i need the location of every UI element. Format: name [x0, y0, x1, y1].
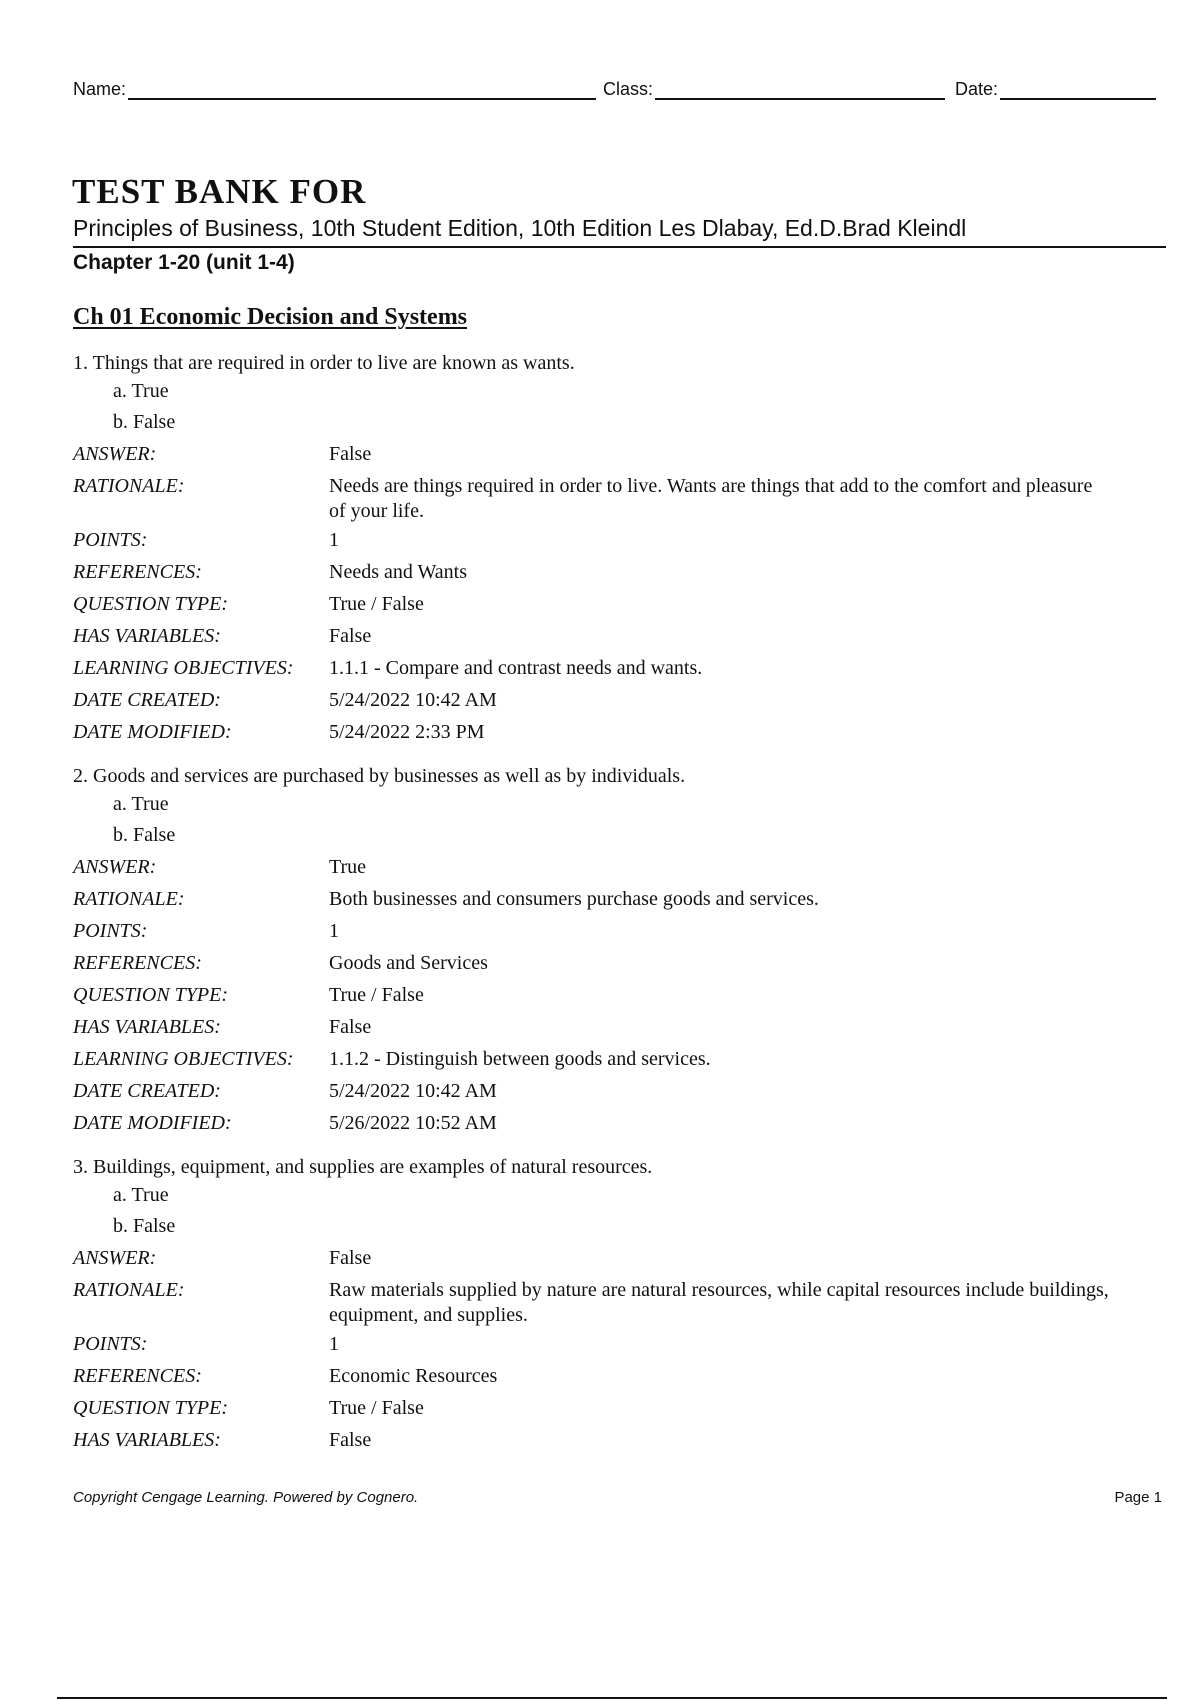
metadata-row: [73, 1107, 1113, 1139]
date-label: Date:: [955, 79, 999, 99]
metadata-key: LEARNING OBJECTIVES:: [73, 657, 294, 679]
answer-choice: a. True: [113, 793, 169, 815]
bottom-divider: [57, 1697, 1167, 1699]
metadata-row: [73, 851, 1113, 883]
metadata-value: Goods and Services: [329, 952, 488, 974]
metadata-key: HAS VARIABLES:: [73, 625, 221, 647]
name-blank-line[interactable]: [128, 72, 596, 100]
metadata-row: [73, 556, 1113, 588]
metadata-key: LEARNING OBJECTIVES:: [73, 1048, 294, 1070]
metadata-key: ANSWER:: [73, 443, 157, 465]
answer-choice: a. True: [113, 380, 169, 402]
metadata-value: Both businesses and consumers purchase goods and services.: [329, 888, 819, 910]
metadata-row: [73, 438, 1113, 470]
answer-choice: a. True: [113, 1184, 169, 1206]
metadata-row: [73, 588, 1113, 620]
metadata-row: [73, 947, 1113, 979]
metadata-key: RATIONALE:: [73, 1279, 185, 1301]
metadata-row: [73, 883, 1113, 915]
metadata-value: Raw materials supplied by nature are natural resources, while capital resources include buildings, equipment, and supplies.: [329, 1279, 1109, 1326]
metadata-row: [73, 1360, 1113, 1392]
metadata-value: True / False: [329, 593, 424, 615]
metadata-row: [73, 1011, 1113, 1043]
metadata-key: DATE MODIFIED:: [73, 1112, 232, 1134]
metadata-row: [73, 470, 1113, 524]
metadata-value: True: [329, 856, 367, 878]
metadata-key: POINTS:: [73, 1333, 148, 1355]
metadata-key: QUESTION TYPE:: [73, 984, 229, 1006]
metadata-value: Needs are things required in order to live. Wants are things that add to the comfort and pleasure of your life.: [329, 475, 1093, 522]
metadata-key: POINTS:: [73, 529, 148, 551]
metadata-key: HAS VARIABLES:: [73, 1016, 221, 1038]
book-subtitle: Principles of Business, 10th Student Edition, 10th Edition Les Dlabay, Ed.D.Brad Kleindl: [73, 215, 967, 241]
question-stem: 1. Things that are required in order to live are known as wants.: [73, 352, 575, 374]
metadata-value: False: [329, 1429, 372, 1451]
answer-choice: b. False: [113, 411, 176, 433]
student-info-fields: [73, 72, 1163, 100]
metadata-row: [73, 1043, 1113, 1075]
metadata-row: [73, 652, 1113, 684]
metadata-key: DATE MODIFIED:: [73, 721, 232, 743]
metadata-value: 1: [329, 1333, 339, 1355]
name-label: Name:: [73, 79, 127, 99]
metadata-row: [73, 620, 1113, 652]
metadata-key: POINTS:: [73, 920, 148, 942]
footer-page-number: Page 1: [1114, 1489, 1162, 1506]
date-blank-line[interactable]: [1000, 72, 1156, 100]
class-blank-line[interactable]: [655, 72, 945, 100]
question-stem: 2. Goods and services are purchased by businesses as well as by individuals.: [73, 765, 686, 787]
metadata-value: False: [329, 1247, 372, 1269]
metadata-key: REFERENCES:: [73, 1365, 202, 1387]
metadata-value: False: [329, 625, 372, 647]
question-block: [73, 1155, 1113, 1456]
metadata-row: [73, 524, 1113, 556]
metadata-row: [73, 1392, 1113, 1424]
metadata-key: QUESTION TYPE:: [73, 593, 229, 615]
chapter-range: Chapter 1-20 (unit 1-4): [73, 251, 295, 274]
class-label: Class:: [603, 79, 654, 99]
answer-choice: b. False: [113, 824, 176, 846]
name-field[interactable]: [73, 72, 596, 100]
metadata-value: 5/24/2022 10:42 AM: [329, 689, 497, 711]
metadata-key: ANSWER:: [73, 1247, 157, 1269]
metadata-value: 1: [329, 529, 339, 551]
metadata-row: [73, 1274, 1113, 1328]
metadata-row: [73, 1242, 1113, 1274]
class-field[interactable]: [603, 72, 945, 100]
date-field[interactable]: [955, 72, 1156, 100]
question-block: [73, 764, 1113, 1139]
metadata-value: 1: [329, 920, 339, 942]
metadata-value: 5/26/2022 10:52 AM: [329, 1112, 497, 1134]
metadata-row: [73, 915, 1113, 947]
metadata-row: [73, 684, 1113, 716]
metadata-value: Needs and Wants: [329, 561, 467, 583]
metadata-value: 1.1.2 - Distinguish between goods and services.: [329, 1048, 711, 1070]
metadata-value: True / False: [329, 1397, 424, 1419]
metadata-key: RATIONALE:: [73, 888, 185, 910]
title-divider: [73, 246, 1166, 248]
footer-copyright: Copyright Cengage Learning. Powered by Cognero.: [73, 1489, 419, 1506]
metadata-key: HAS VARIABLES:: [73, 1429, 221, 1451]
metadata-value: Economic Resources: [329, 1365, 498, 1387]
metadata-key: ANSWER:: [73, 856, 157, 878]
metadata-key: REFERENCES:: [73, 561, 202, 583]
answer-choice: b. False: [113, 1215, 176, 1237]
metadata-row: [73, 979, 1113, 1011]
metadata-row: [73, 1075, 1113, 1107]
metadata-value: False: [329, 443, 372, 465]
test-bank-title: TEST BANK FOR: [72, 172, 367, 211]
metadata-value: True / False: [329, 984, 424, 1006]
question-stem: 3. Buildings, equipment, and supplies are examples of natural resources.: [73, 1156, 653, 1178]
metadata-key: RATIONALE:: [73, 475, 185, 497]
metadata-row: [73, 716, 1113, 748]
metadata-key: DATE CREATED:: [73, 1080, 221, 1102]
metadata-key: REFERENCES:: [73, 952, 202, 974]
metadata-value: 1.1.1 - Compare and contrast needs and wants.: [329, 657, 703, 679]
metadata-value: False: [329, 1016, 372, 1038]
section-title: Ch 01 Economic Decision and Systems: [73, 304, 468, 330]
question-list: [73, 351, 1113, 1472]
question-block: [73, 351, 1113, 748]
metadata-row: [73, 1328, 1113, 1360]
metadata-value: 5/24/2022 10:42 AM: [329, 1080, 497, 1102]
metadata-value: 5/24/2022 2:33 PM: [329, 721, 485, 743]
metadata-key: QUESTION TYPE:: [73, 1397, 229, 1419]
metadata-key: DATE CREATED:: [73, 689, 221, 711]
metadata-row: [73, 1424, 1113, 1456]
